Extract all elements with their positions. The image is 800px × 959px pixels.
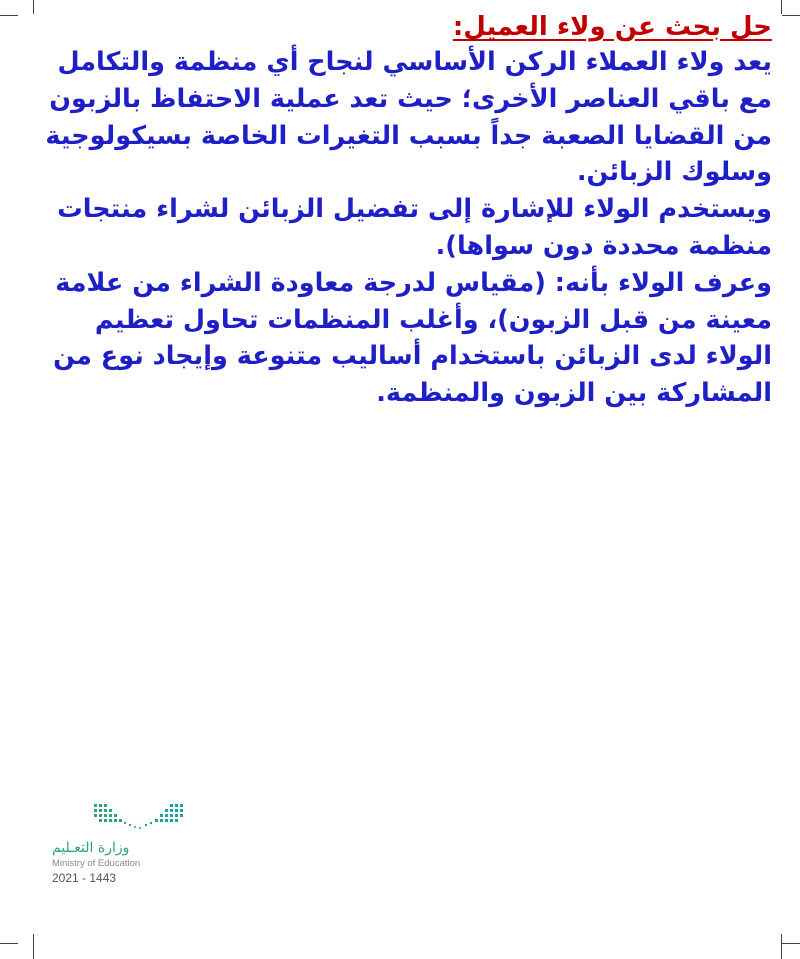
ministry-name-arabic: وزارة التعـليم	[52, 840, 130, 856]
crop-mark-bottom-left-h	[0, 943, 18, 944]
crop-mark-top-right-h	[782, 15, 800, 16]
ministry-year: 2021 - 1443	[52, 871, 117, 885]
document-body	[36, 10, 772, 412]
paragraph-3: وعرف الولاء بأنه: (مقياس لدرجة معاودة الشراء من علامة معينة من قبل الزبون)، وأغلب المنظمات تحاول تعظيم الولاء لدى الزبائن باستخدام أساليب متنوعة وإيجاد نوع من المشاركة بين الزبون والمنظمة.	[53, 267, 772, 409]
paragraph-1: يعد ولاء العملاء الركن الأساسي لنجاح أي منظمة والتكامل مع باقي العناصر الأخرى؛ حيث تعد عملية الاحتفاظ بالزبون من القضايا الصعبة جداً بسبب التغيرات الخاصة بسيكولوجية وسلوك الزبائن.	[45, 47, 772, 188]
ministry-logo	[52, 798, 212, 898]
crop-mark-top-right-v	[781, 0, 782, 14]
ministry-emblem-icon	[90, 798, 190, 832]
crop-mark-bottom-right-v	[781, 934, 782, 959]
crop-mark-bottom-right-h	[782, 943, 800, 944]
document-heading: حل بحث عن ولاء العميل:	[452, 12, 772, 42]
crop-mark-top-left-v	[33, 0, 34, 14]
paragraph-2: ويستخدم الولاء للإشارة إلى تفضيل الزبائن لشراء منتجات منظمة محددة دون سواها).	[57, 194, 772, 261]
crop-mark-top-left-h	[0, 15, 18, 16]
crop-mark-bottom-left-v	[33, 934, 34, 959]
ministry-name-english: Ministry of Education	[52, 858, 141, 869]
